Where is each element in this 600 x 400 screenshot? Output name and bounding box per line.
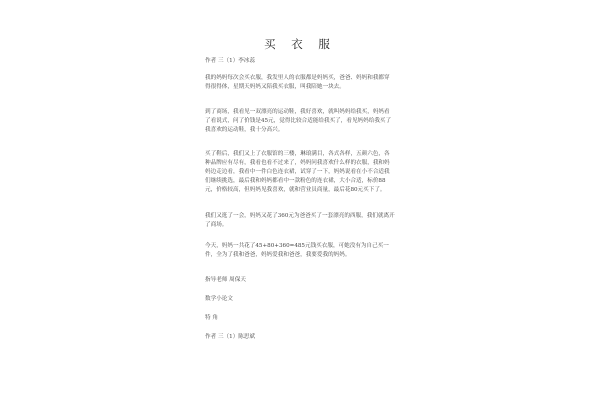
paragraph-4: 我们又逛了一会，妈妈又花了360元为爸爸买了一套漂亮的西服，我们就离开了商场。 [205, 213, 395, 228]
paragraph-3: 买了鞋后，我们又上了衣服馆的三楼，琳琅满目，各式各样，五颜六色，各种品牌应有尽有，我看也看不过来了，妈妈问我喜欢什么样的衣服，我和妈妈边走边看，我看中一件白色连衣裙，试穿了一下，妈妈说看在小不合适我们继续挑选，最后我和妈妈都看中一款粉色的连衣裙，大小合适，标价88元，价格较高，但妈妈见我喜欢，就和营业员商量，最后花80元买下了。 [205, 151, 390, 193]
author-line: 作者 三（1）李冰蕊 [205, 58, 256, 64]
paragraph-2: 到了商场，我看见一双漂亮的运动鞋，我好喜欢，就叫妈妈给我买，妈妈看了看说式，问了价钱是45元，觉得比较合适能给我买了，看见妈妈给我买了我喜欢的运动鞋，我十分高兴。 [205, 109, 392, 133]
paragraph-5: 今天，妈妈一共花了45+80+360=485元钱买衣服，可她没有为自己买一件，全为了我和爸爸，妈妈爱我和爸爸，我要爱我的妈妈。 [205, 243, 389, 258]
document-title: 买 衣 服 [264, 37, 336, 51]
subtitle-line: 特 角 [205, 315, 218, 321]
type-line: 数学小论文 [205, 296, 233, 302]
teacher-line: 指导老师 周保天 [205, 277, 246, 283]
paragraph-1: 我的妈妈每次会买衣服，我发里人的衣服都是妈妈买，爸爸、妈妈和我都穿得很得体，星期天妈妈又陪我买衣服，叫我陪她一块去。 [205, 75, 390, 90]
author-line-2: 作者 三（1）陈思斌 [205, 334, 256, 340]
